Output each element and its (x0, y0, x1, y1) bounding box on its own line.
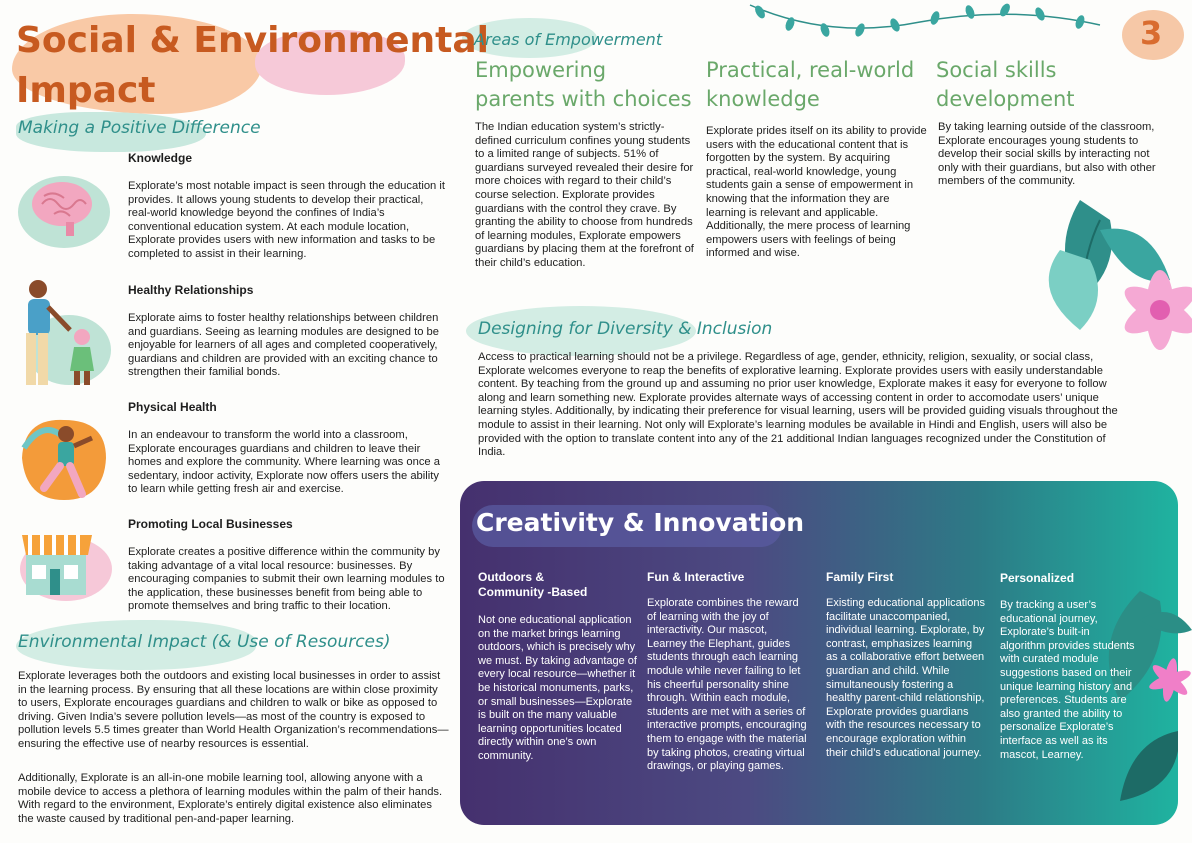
storefront-icon (14, 525, 114, 605)
parent-child-icon (14, 275, 114, 391)
making-difference-heading: Making a Positive Difference (18, 118, 261, 138)
creativity-col1-title: Outdoors & Community -Based (478, 570, 588, 599)
empower-col3-title-l1: Social skills (936, 58, 1057, 82)
empower-col1-title-l1: Empowering (475, 58, 607, 82)
item-title-relationships: Healthy Relationships (128, 283, 254, 297)
item-title-local-businesses: Promoting Local Businesses (128, 517, 293, 531)
creativity-col4-title: Personalized (1000, 571, 1075, 585)
item-title-physical-health: Physical Health (128, 400, 217, 414)
empower-col3-text: By taking learning outside of the classroom, Explorate encourages young students to develop their social skills by interacting not only with their guardians, but also with other members of the community. (938, 121, 1156, 188)
empower-col3-title (936, 56, 1075, 114)
empower-col1-text: The Indian education system’s strictly-defined curriculum confines young students to a limited range of subjects. 51% of guardians surveyed revealed their desire for more choices with regard to their child’s course selection. Explorate provides guardians with the control they crave. By granting the ability to choose from hundreds of learning modules, Explorate empowers guardians by placing them at the forefront of their child’s education. (475, 121, 694, 269)
environmental-paragraph-2: Additionally, Explorate is an all-in-one mobile learning tool, allowing anyone with a mobile device to access a plethora of learning modules within the palm of their hands. With regard to the environment, Explorate’s entirely digital existence also eliminates the waste caused by traditional pen-and-paper learning. (18, 772, 443, 825)
environmental-paragraph-1: Explorate leverages both the outdoors and existing local businesses in order to assist in the learning process. By ensuring that all these locations are within close proximity to users, Explorate encourages guardians and children to walk or bike as opposed to driving. Given India’s severe pollution levels—as most of the country is exposed to pollution levels 5.5 times greater than World Health Organization’s recommendations—ensuring the effective use of nearby resources is essential. (18, 670, 449, 750)
creativity-col3-text: Existing educational applications facilitate unaccompanied, individual learning. Explorate, by contrast, emphasizes learning as a collaborative effort between guardian and child. While simultaneously fostering a healthy parent-child relationship, Explorate provides guardians with the resources necessary to encourage exploration within their child’s educational journey. (826, 597, 985, 759)
diversity-heading: Designing for Diversity & Inclusion (478, 319, 773, 339)
item-text-physical-health: In an endeavour to transform the world into a classroom, Explorate encourages guardians and children to leave their homes and explore the community. Where learning was once a sedentary, indoor activity, Explorate now offers users the ability to learn while getting fresh air and exercise. (128, 429, 440, 496)
empower-col2-title-l1: Practical, real-world (706, 58, 915, 82)
empower-col1-title (475, 56, 692, 114)
page-title-line2: Impact (16, 70, 156, 111)
page-title (16, 16, 489, 116)
page-title-line1: Social & Environmental (16, 20, 489, 61)
creativity-col1-text: Not one educational application on the market brings learning outdoors, which is precisely why we must. By taking advantage of every local resource—whether it be historical monuments, parks, or small businesses—Explorate is built on the many valuable learning opportunities located directly within one’s own community. (478, 614, 637, 762)
item-text-relationships: Explorate aims to foster healthy relationships between children and guardians. Seeing as learning modules are designed to be enjoyable for learners of all ages and completed cooperatively, guardians and children are provided with an exciting chance to strengthen their familial bonds. (128, 312, 439, 379)
creativity-col3-title: Family First (826, 570, 894, 584)
empower-col3-title-l2: development (936, 87, 1075, 111)
empower-col1-title-l2: parents with choices (475, 87, 692, 111)
creativity-col2-title: Fun & Interactive (647, 570, 745, 584)
environmental-heading: Environmental Impact (& Use of Resources) (18, 632, 391, 652)
creativity-col4-text: By tracking a user’s educational journey, Explorate’s built-in algorithm provides students with curated module suggestions based on their unique learning history and preferences. Students are also granted the ability to personalize Explorate’s interface as well as its mascot, Learney. (1000, 599, 1135, 761)
item-text-knowledge: Explorate’s most notable impact is seen through the education it provides. It allows young students to develop their practical, real-world knowledge beyond the confines of India’s conventional education system. At each module location, Explorate provides users with new information and tasks to be completed to assist in their learning. (128, 180, 445, 260)
page-number: 3 (1140, 14, 1163, 52)
empower-col2-text: Explorate prides itself on its ability to provide users with the educational content that is forgotten by the system. By acquiring practical, real-world knowledge, young students gain a sense of empowerment in knowing that the information they are learning is relevant and applicable. Additionally, the mere process of learning empowers users with feelings of being informed and wise. (706, 125, 927, 260)
leaf-garland-decoration (740, 0, 1110, 40)
areas-heading: Areas of Empowerment (474, 30, 663, 49)
creativity-col2-text: Explorate combines the reward of learning with the joy of interactivity. Our mascot, Learney the Elephant, guides students through each learning module while never failing to let his cheerful personality shine through. Within each module, students are met with a series of interactive prompts, encouraging them to engage with the material by taking photos, creating virtual drawings, or playing games. (647, 597, 807, 773)
item-text-local-businesses: Explorate creates a positive difference within the community by taking advantage of a vital local resource: businesses. By encouraging companies to submit their own learning modules to the application, these businesses benefit from being able to promote themselves and bring traffic to their location. (128, 546, 445, 613)
pink-flower-decoration (1130, 600, 1192, 710)
empower-col2-title-l2: knowledge (706, 87, 820, 111)
brain-icon (14, 170, 114, 252)
creativity-heading: Creativity & Innovation (476, 508, 805, 537)
item-title-knowledge: Knowledge (128, 151, 193, 165)
runner-icon (14, 408, 114, 508)
diversity-text: Access to practical learning should not be a privilege. Regardless of age, gender, ethnicity, religion, sexuality, or social class, Explorate welcomes everyone to reap the benefits of explorative learning. Explorate provides users with easily understandable content. By teaching from the ground up and assuming no prior user knowledge, Explorate makes it easy for everyone to follow along and learn something new. Explorate provides alternate ways of accessing content in order to accomodate users’ unique learning styles. Additionally, by indicating their preference for visual learning, users will be provided guiding visuals throughout the module to assist in their learning. Not only will Explorate’s learning modules be available in Hindi and English, users will also be provided with the option to translate content into any of the 21 additional Indian languages recognized under the Constitution of India. (478, 351, 1118, 459)
empower-col2-title (706, 56, 914, 114)
